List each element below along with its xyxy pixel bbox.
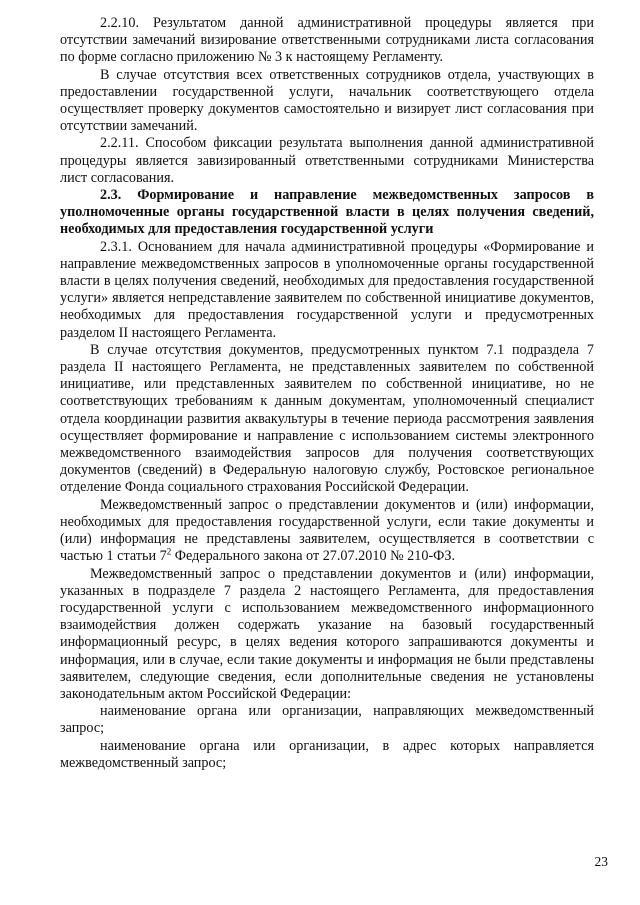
paragraph-absent-staff: В случае отсутствия всех ответственных сотрудников отдела, участвующих в предоставлении государственной услуги, начальник соответствующего отдела осуществляет проверку документов самостоятельно и визирует лист согласования при отсутствии замечаний. [60, 66, 594, 135]
page-number: 23 [594, 854, 608, 869]
paragraph-missing-documents: В случае отсутствия документов, предусмотренных пунктом 7.1 подраздела 7 раздела II настоящего Регламента, не представленных заявителем по собственной инициативе, или представленных заявителем по собственной инициативе, но не соответствующих требованиям к данным документам, уполномоченный специалист отдела координации развития аквакультуры в течение периода рассмотрения заявления осуществляет формирование и направление с использованием системы электронного межведомственного взаимодействия запросов для получения соответствующих документов (сведений) в Федеральную налоговую службу, Ростовское региональное отделение Фонда социального страхования Российской Федерации. [60, 341, 594, 496]
law-reference-tail: Федерального закона от 27.07.2010 № 210-ФЗ. [171, 548, 456, 565]
list-item-sender-name: наименование органа или организации, направляющих межведомственный запрос; [60, 703, 594, 737]
paragraph-2-2-10: 2.2.10. Результатом данной административной процедуры является при отсутствии замечаний визирование ответственными сотрудниками листа согласования по форме согласно приложению № 3 к настоящему Регламенту. [60, 15, 594, 66]
paragraph-2-3-1: 2.3.1. Основанием для начала административной процедуры «Формирование и направление межведомственных запросов в уполномоченные органы государственной власти в целях получения сведений, необходимых для предоставления государственной услуги» является непредставление заявителем по собственной инициативе документов, необходимых для предоставления государственной услуги и предусмотренных разделом II настоящего Регламента. [60, 238, 594, 341]
document-body [60, 15, 594, 772]
list-item-recipient-name: наименование органа или организации, в адрес которых направляется межведомственный запрос; [60, 737, 594, 771]
paragraph-interagency-request [60, 497, 594, 566]
paragraph-request-contents: Межведомственный запрос о представлении документов и (или) информации, указанных в подразделе 7 раздела 2 настоящего Регламента, для предоставления государственной услуги с использованием межведомственного информационного взаимодействия должен содержать указание на базовый государственный информационный ресурс, в целях ведения которого запрашиваются документы и информация, или в случае, если такие документы и информация не были представлены заявителем, следующие сведения, если дополнительные сведения не установлены законодательным актом Российской Федерации: [60, 565, 594, 702]
interagency-request-text: Межведомственный запрос о представлении документов и (или) информации, необходимых для предоставления государственной услуги, если такие документы и (или) информация не представлены заявителем, осуществляется в соответствии с частью 1 статьи 7 [60, 496, 594, 565]
section-heading-2-3: 2.3. Формирование и направление межведомственных запросов в уполномоченные органы государственной власти в целях получения сведений, необходимых для предоставления государственной услуги [60, 187, 594, 238]
paragraph-2-2-11: 2.2.11. Способом фиксации результата выполнения данной административной процедуры является завизированный ответственными сотрудниками Министерства лист согласования. [60, 135, 594, 186]
law-article-superscript: 2 [166, 546, 172, 557]
